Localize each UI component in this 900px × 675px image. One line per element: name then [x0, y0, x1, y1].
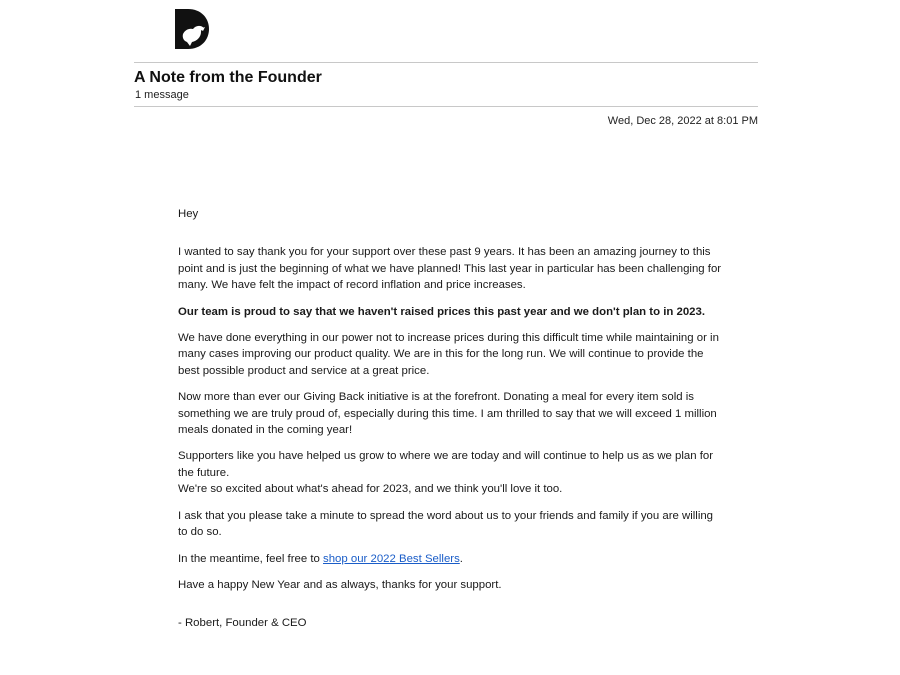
email-date: Wed, Dec 28, 2022 at 8:01 PM — [607, 115, 758, 127]
paragraph-new-year: Have a happy New Year and as always, thanks for your support. — [178, 578, 502, 591]
paragraph-supporters: Supporters like you have helped us grow to where we are today and will continue to help us as we plan for the future. — [178, 450, 714, 479]
paragraph-thanks: I wanted to say thank you for your support over these past 9 years. It has been an amazing journey to this point and is just the beginning of what we have planned! This last year in particular has been challenging for many. We have felt the impact of record inflation and price increases. — [178, 246, 722, 292]
paragraph-no-price-increase: Our team is proud to say that we haven't raised prices this past year and we don't plan to in 2023. — [178, 305, 705, 318]
header-divider-bottom — [134, 106, 758, 107]
paragraph-shop — [178, 551, 723, 567]
best-sellers-link[interactable]: shop our 2022 Best Sellers — [323, 552, 460, 565]
shop-suffix: . — [459, 552, 463, 565]
paragraph-spread-word: I ask that you please take a minute to spread the word about us to your friends and family if you are willing to do so. — [178, 509, 714, 539]
brand-logo-icon — [174, 8, 210, 50]
paragraph-product-quality: We have done everything in our power not to increase prices during this difficult time while maintaining or in many cases improving our product quality. We are in this for the long run. We will continue to provide the best possible product and service at a great price. — [178, 332, 719, 377]
header-divider-top — [134, 62, 758, 63]
signature: - Robert, Founder & CEO — [178, 617, 307, 630]
email-body — [178, 206, 723, 632]
greeting: Hey — [178, 208, 199, 220]
paragraph-giving-back: Now more than ever our Giving Back initiative is at the forefront. Donating a meal for every item sold is something we are truly proud of, especially during this time. I am thrilled to say that we will exceed 1 million meals donated in the coming year! — [178, 391, 717, 437]
message-count: 1 message — [135, 89, 189, 101]
email-subject: A Note from the Founder — [134, 69, 322, 86]
shop-prefix: In the meantime, feel free to — [178, 552, 323, 565]
paragraph-excited: We're so excited about what's ahead for 2023, and we think you'll love it too. — [178, 483, 563, 496]
